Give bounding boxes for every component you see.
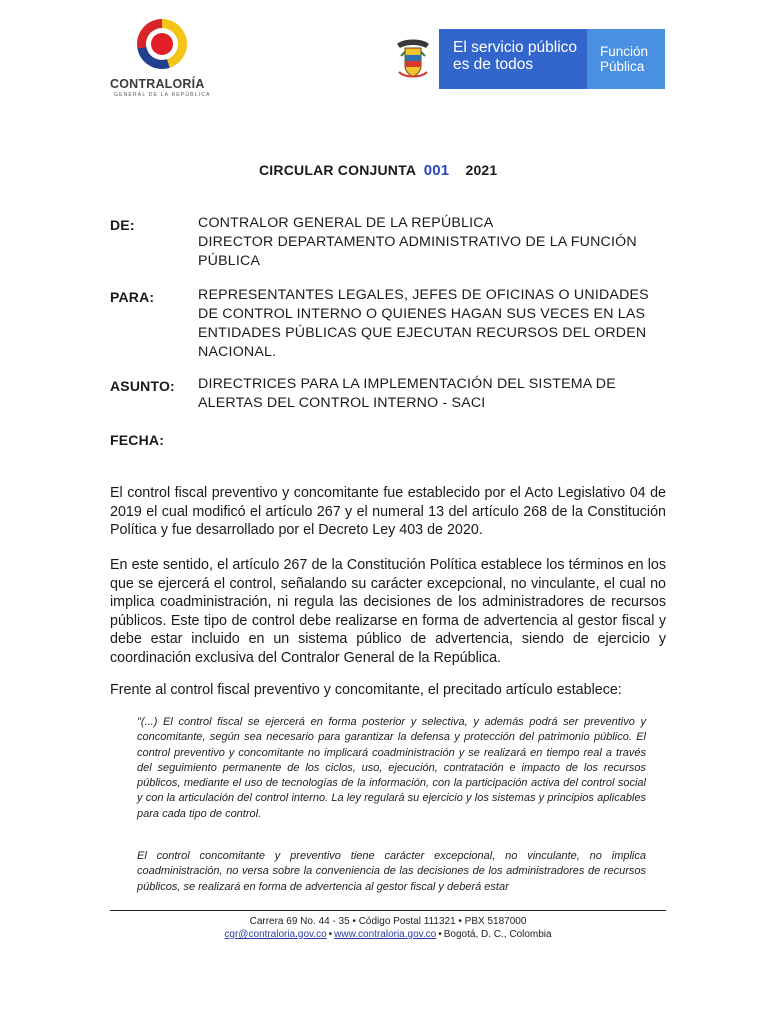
de-line-1: CONTRALOR GENERAL DE LA REPÚBLICA — [198, 215, 494, 231]
funcion-line-1: Función — [600, 44, 649, 59]
contraloria-subtitle: GENERAL DE LA REPÚBLICA — [114, 92, 211, 98]
de-value — [198, 214, 666, 271]
contraloria-dot-icon — [151, 33, 173, 55]
government-banner — [387, 29, 665, 89]
de-line-2: DIRECTOR DEPARTAMENTO ADMINISTRATIVO DE LA FUNCIÓN PÚBLICA — [198, 234, 637, 269]
footer-email-link[interactable]: cgr@contraloria.gov.co — [224, 929, 327, 940]
slogan-block — [439, 29, 587, 89]
coat-of-arms-icon — [387, 29, 439, 89]
asunto-value: DIRECTRICES PARA LA IMPLEMENTACIÓN DEL SISTEMA DE ALERTAS DEL CONTROL INTERNO - SACI — [198, 376, 616, 411]
circular-title — [259, 162, 497, 179]
asunto-label: ASUNTO: — [110, 378, 175, 394]
para-value: REPRESENTANTES LEGALES, JEFES DE OFICINAS O UNIDADES DE CONTROL INTERNO O QUIENES HAGAN SUS VECES EN LAS ENTIDADES PÚBLICAS QUE EJECUTAN RECURSOS DEL ORDEN NACIONAL. — [198, 287, 649, 360]
slogan-line-1: El servicio público — [453, 39, 578, 56]
circular-year: 2021 — [465, 162, 498, 178]
contraloria-logo — [104, 14, 220, 102]
circular-number: 001 — [423, 162, 450, 179]
fecha-label: FECHA: — [110, 432, 165, 448]
slogan-line-2: es de todos — [453, 56, 534, 73]
quote-paragraph-2: El control concomitante y preventivo tiene carácter excepcional, no vinculante, no implica coadministración, no versa sobre la conveniencia de las decisiones de los administradores de recursos públicos, se realizará en forma de advertencia al gestor fiscal y deberá estar — [137, 850, 646, 893]
para-label: PARA: — [110, 289, 155, 305]
footer-bullet-1: • — [328, 929, 333, 940]
title-prefix: CIRCULAR CONJUNTA — [259, 162, 416, 178]
quote-paragraph-1: "(...) El control fiscal se ejercerá en forma posterior y selectiva, y además podrá ser preventivo y concomitante, según sea necesario para garantizar la defensa y protección del patrimonio público. El control preventivo y concomitante no implicará coadministración y se realizará en tiempo real a través del seguimiento permanente de los ciclos, uso, ejecución, contratación e impacto de los recursos públicos, mediante el uso de tecnologías de la información, con la participación activa del control social y con la articulación del control interno. La ley regulará su ejercicio y los sistemas y principios aplicables para cada tipo de control. — [137, 716, 646, 820]
funcion-publica-block — [587, 29, 665, 89]
body-paragraph-1: El control fiscal preventivo y concomitante fue establecido por el Acto Legislativo 04 de 2019 el cual modificó el artículo 267 y el numeral 13 del artículo 268 de la Constitución Política y fue desarrollado por el Decreto Ley 403 de 2020. — [110, 485, 666, 539]
body-paragraph-3: Frente al control fiscal preventivo y concomitante, el precitado artículo establece: — [110, 682, 622, 698]
de-label: DE: — [110, 217, 135, 233]
contraloria-name: CONTRALORÍA — [110, 77, 205, 91]
footer-divider — [110, 910, 666, 911]
footer-contact — [110, 929, 666, 940]
footer-address: Carrera 69 No. 44 - 35 • Código Postal 111321 • PBX 5187000 — [249, 916, 527, 927]
footer-bullet-2: • — [438, 929, 442, 940]
body-paragraph-2: En este sentido, el artículo 267 de la Constitución Política establece los términos en los que se ejercerá el control, señalando su carácter excepcional, no vinculante, el cual no implica coadministración, ni regula las decisiones de los administradores de recursos públicos. Este tipo de control debe realizarse en forma de advertencia al gestor fiscal y debe estar incluido en un sistema público de advertencia, siendo de ejercicio y coordinación exclusiva del Contralor General de la República. — [110, 557, 666, 666]
funcion-line-2: Pública — [600, 59, 645, 74]
footer-city: Bogotá, D. C., Colombia — [443, 929, 552, 940]
footer-web-link[interactable]: www.contraloria.gov.co — [334, 929, 437, 940]
